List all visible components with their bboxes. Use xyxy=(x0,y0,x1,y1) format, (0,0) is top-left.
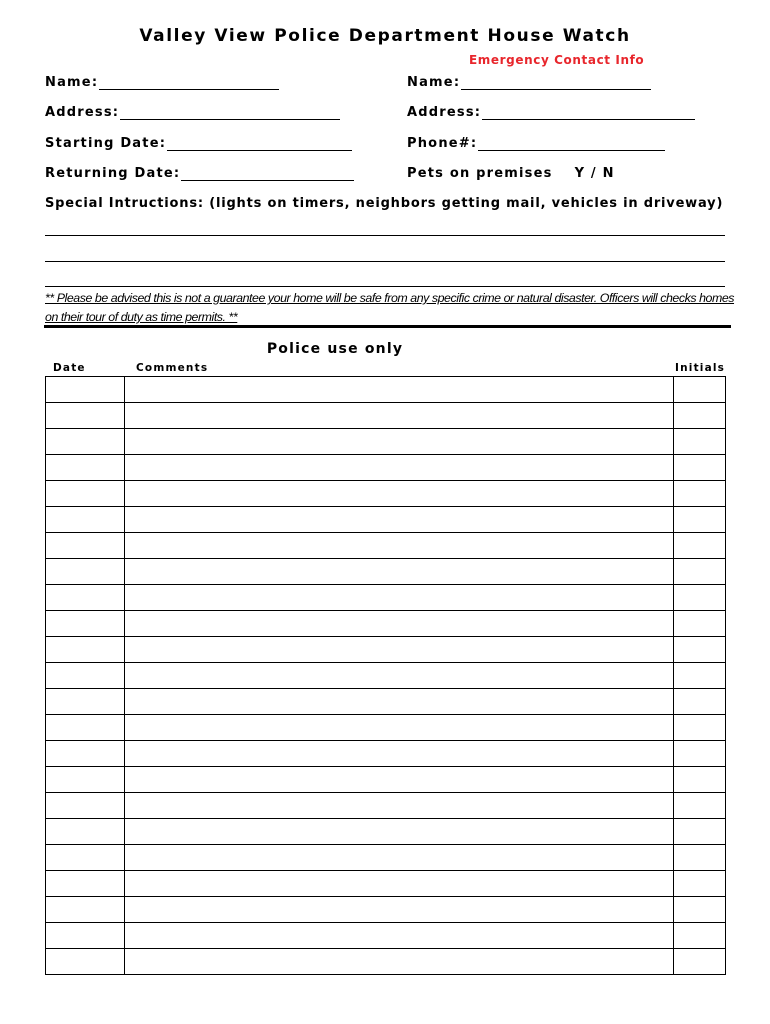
date-cell[interactable] xyxy=(46,377,125,403)
disclaimer-notice xyxy=(45,289,735,327)
initials-cell[interactable] xyxy=(674,559,726,585)
returning-date-label: Returning Date: xyxy=(45,166,181,181)
comments-cell[interactable] xyxy=(125,403,674,429)
table-row xyxy=(46,663,726,689)
comments-cell[interactable] xyxy=(125,481,674,507)
date-cell[interactable] xyxy=(46,793,125,819)
comments-cell[interactable] xyxy=(125,611,674,637)
table-row xyxy=(46,767,726,793)
comments-cell[interactable] xyxy=(125,949,674,975)
table-row xyxy=(46,533,726,559)
initials-cell[interactable] xyxy=(674,767,726,793)
comments-cell[interactable] xyxy=(125,377,674,403)
date-cell[interactable] xyxy=(46,611,125,637)
initials-cell[interactable] xyxy=(674,429,726,455)
initials-column-header: Initials xyxy=(675,362,726,374)
initials-cell[interactable] xyxy=(674,819,726,845)
table-row xyxy=(46,741,726,767)
returning-date-input-line[interactable] xyxy=(181,168,354,181)
date-cell[interactable] xyxy=(46,481,125,507)
comments-cell[interactable] xyxy=(125,455,674,481)
table-row xyxy=(46,585,726,611)
pets-label: Pets on premises xyxy=(407,166,553,181)
phone-input-line[interactable] xyxy=(478,138,665,151)
date-cell[interactable] xyxy=(46,819,125,845)
comments-cell[interactable] xyxy=(125,845,674,871)
date-cell[interactable] xyxy=(46,741,125,767)
instructions-line[interactable] xyxy=(45,286,725,287)
disclaimer-text: ** Please be advised this is not a guarantee your home will be safe from any specific crime or natural disaster. Officers will checks homes on their tour of duty as time permits. ** xyxy=(45,291,735,324)
initials-cell[interactable] xyxy=(674,689,726,715)
table-row xyxy=(46,949,726,975)
table-row xyxy=(46,923,726,949)
name-field[interactable] xyxy=(45,75,279,90)
date-cell[interactable] xyxy=(46,845,125,871)
comments-cell[interactable] xyxy=(125,793,674,819)
table-row xyxy=(46,455,726,481)
pets-options[interactable]: Y / N xyxy=(574,166,615,181)
table-row xyxy=(46,481,726,507)
special-instructions-label: Special Intructions: (lights on timers, neighbors getting mail, vehicles in driveway) xyxy=(45,196,724,211)
table-row xyxy=(46,845,726,871)
initials-cell[interactable] xyxy=(674,403,726,429)
initials-cell[interactable] xyxy=(674,585,726,611)
initials-cell[interactable] xyxy=(674,741,726,767)
date-cell[interactable] xyxy=(46,403,125,429)
table-row xyxy=(46,559,726,585)
table-row xyxy=(46,793,726,819)
comments-column-header: Comments xyxy=(136,362,209,374)
table-row xyxy=(46,429,726,455)
instructions-line[interactable] xyxy=(45,235,725,236)
comments-cell[interactable] xyxy=(125,689,674,715)
starting-date-field[interactable] xyxy=(45,136,352,151)
date-cell[interactable] xyxy=(46,429,125,455)
table-row xyxy=(46,715,726,741)
emergency-contact-heading: Emergency Contact Info xyxy=(469,53,645,67)
comments-cell[interactable] xyxy=(125,897,674,923)
date-cell[interactable] xyxy=(46,455,125,481)
contact-address-label: Address: xyxy=(407,105,482,120)
name-input-line[interactable] xyxy=(99,77,279,90)
date-cell[interactable] xyxy=(46,559,125,585)
initials-cell[interactable] xyxy=(674,481,726,507)
date-cell[interactable] xyxy=(46,923,125,949)
comments-cell[interactable] xyxy=(125,741,674,767)
contact-name-field[interactable] xyxy=(407,75,651,90)
date-cell[interactable] xyxy=(46,767,125,793)
date-cell[interactable] xyxy=(46,897,125,923)
date-cell[interactable] xyxy=(46,689,125,715)
comments-cell[interactable] xyxy=(125,819,674,845)
table-row xyxy=(46,403,726,429)
table-row xyxy=(46,871,726,897)
contact-name-input-line[interactable] xyxy=(461,77,651,90)
initials-cell[interactable] xyxy=(674,871,726,897)
contact-name-label: Name: xyxy=(407,75,461,90)
initials-cell[interactable] xyxy=(674,897,726,923)
table-row xyxy=(46,507,726,533)
initials-cell[interactable] xyxy=(674,533,726,559)
comments-cell[interactable] xyxy=(125,715,674,741)
initials-cell[interactable] xyxy=(674,715,726,741)
returning-date-field[interactable] xyxy=(45,166,354,181)
date-cell[interactable] xyxy=(46,715,125,741)
table-row xyxy=(46,377,726,403)
comments-cell[interactable] xyxy=(125,923,674,949)
initials-cell[interactable] xyxy=(674,793,726,819)
table-row xyxy=(46,897,726,923)
date-cell[interactable] xyxy=(46,663,125,689)
comments-cell[interactable] xyxy=(125,507,674,533)
initials-cell[interactable] xyxy=(674,637,726,663)
police-use-heading: Police use only xyxy=(266,341,404,357)
table-row xyxy=(46,637,726,663)
address-label: Address: xyxy=(45,105,120,120)
comments-cell[interactable] xyxy=(125,871,674,897)
address-input-line[interactable] xyxy=(120,107,340,120)
comments-cell[interactable] xyxy=(125,767,674,793)
initials-cell[interactable] xyxy=(674,949,726,975)
initials-cell[interactable] xyxy=(674,377,726,403)
instructions-line[interactable] xyxy=(45,261,725,262)
phone-label: Phone#: xyxy=(407,136,478,151)
section-divider xyxy=(44,325,731,328)
comments-cell[interactable] xyxy=(125,585,674,611)
comments-cell[interactable] xyxy=(125,637,674,663)
starting-date-label: Starting Date: xyxy=(45,136,167,151)
initials-cell[interactable] xyxy=(674,611,726,637)
initials-cell[interactable] xyxy=(674,845,726,871)
comments-cell[interactable] xyxy=(125,429,674,455)
date-cell[interactable] xyxy=(46,507,125,533)
initials-cell[interactable] xyxy=(674,455,726,481)
date-cell[interactable] xyxy=(46,949,125,975)
initials-cell[interactable] xyxy=(674,923,726,949)
date-cell[interactable] xyxy=(46,585,125,611)
date-cell[interactable] xyxy=(46,637,125,663)
address-field[interactable] xyxy=(45,105,340,120)
name-label: Name: xyxy=(45,75,99,90)
contact-address-field[interactable] xyxy=(407,105,695,120)
date-cell[interactable] xyxy=(46,871,125,897)
starting-date-input-line[interactable] xyxy=(167,138,352,151)
initials-cell[interactable] xyxy=(674,507,726,533)
pets-field[interactable] xyxy=(407,166,615,181)
date-column-header: Date xyxy=(53,362,86,374)
table-row xyxy=(46,819,726,845)
table-row xyxy=(46,689,726,715)
initials-cell[interactable] xyxy=(674,663,726,689)
comments-cell[interactable] xyxy=(125,533,674,559)
comments-cell[interactable] xyxy=(125,559,674,585)
page-title: Valley View Police Department House Watch xyxy=(139,26,631,46)
contact-address-input-line[interactable] xyxy=(482,107,695,120)
table-row xyxy=(46,611,726,637)
comments-cell[interactable] xyxy=(125,663,674,689)
phone-field[interactable] xyxy=(407,136,665,151)
date-cell[interactable] xyxy=(46,533,125,559)
police-log-table xyxy=(45,376,726,975)
